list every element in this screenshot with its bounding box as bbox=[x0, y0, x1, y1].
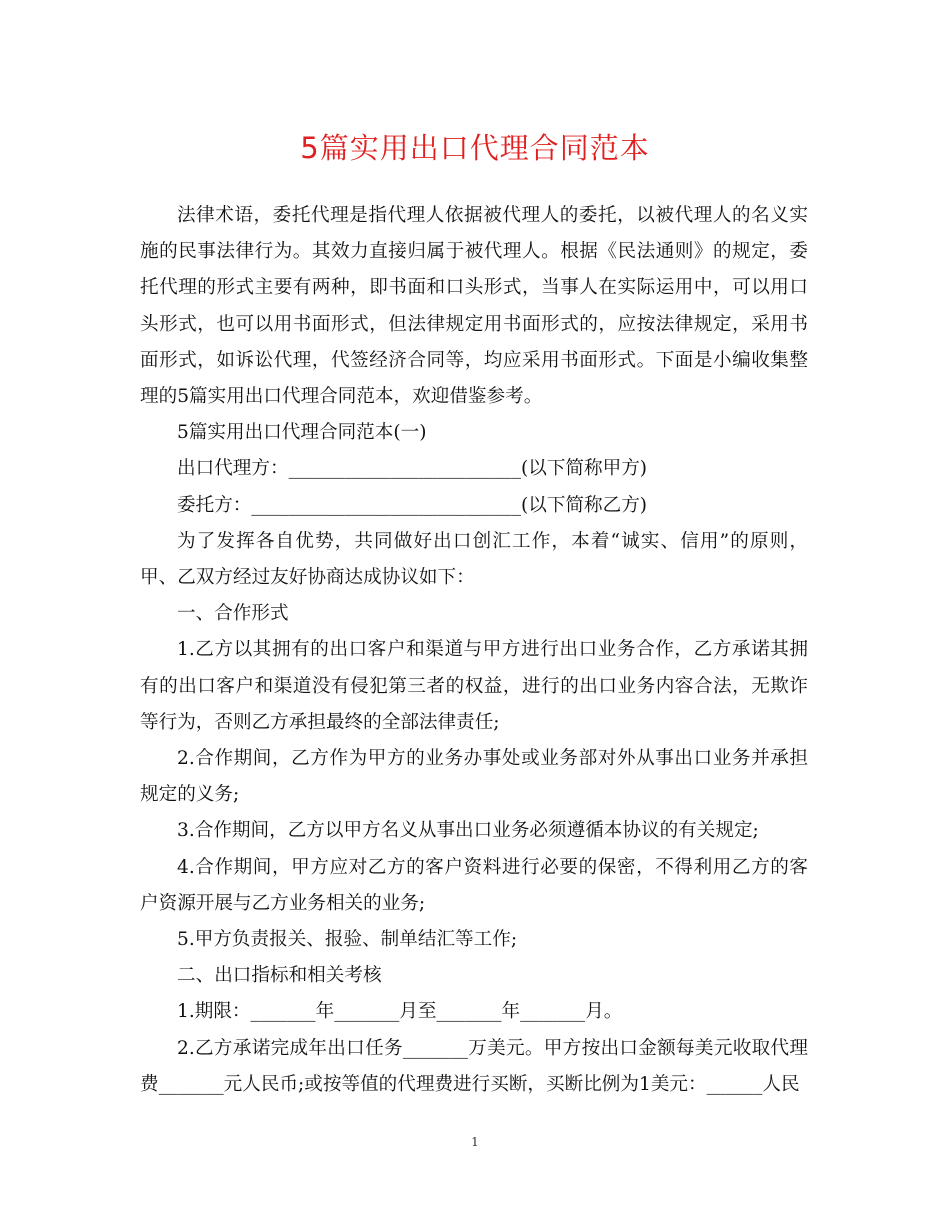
clause-2-1: 1.期限：_______年_______月至_______年_______月。 bbox=[177, 1001, 623, 1023]
clause-1-4: 4.合作期间，甲方应对乙方的客户资料进行必要的保密，不得利用乙方的客户资源开展与乙方业务相关的业务; bbox=[140, 856, 808, 914]
clause-1-1: 1.乙方以其拥有的出口客户和渠道与甲方进行出口业务合作，乙方承诺其拥有的出口客户和渠道没有侵犯第三者的权益，进行的出口业务内容合法，无欺诈等行为，否则乙方承担最终的全部法律责任; bbox=[140, 639, 808, 733]
preamble-paragraph: 为了发挥各自优势，共同做好出口创汇工作，本着“诚实、信用”的原则，甲、乙双方经过友好协商达成协议如下： bbox=[140, 530, 808, 589]
section-heading-targets: 二、出口指标和相关考核 bbox=[177, 965, 382, 987]
section-heading-cooperation: 一、合作形式 bbox=[177, 603, 289, 625]
document-title: 5篇实用出口代理合同范本 bbox=[300, 131, 650, 165]
party-a-line: 出口代理方：_________________________(以下简称甲方) bbox=[177, 458, 648, 480]
clause-1-5: 5.甲方负责报关、报验、制单结汇等工作; bbox=[177, 929, 518, 951]
intro-paragraph: 法律术语，委托代理是指代理人依据被代理人的委托，以被代理人的名义实施的民事法律行为。其效力直接归属于被代理人。根据《民法通则》的规定，委托代理的形式主要有两种，即书面和口头形式，当事人在实际运用中，可以用口头形式，也可以用书面形式，但法律规定用书面形式的，应按法律规定，采用书面形式，如诉讼代理，代签经济合同等，均应采用书面形式。下面是小编收集整理的5篇实用出口代理合同范本，欢迎借鉴参考。 bbox=[140, 205, 808, 408]
clause-2-2: 2.乙方承诺完成年出口任务_______万美元。甲方按出口金额每美元收取代理费_______元人民币;或按等值的代理费进行买断，买断比例为1美元：______人民 bbox=[140, 1037, 808, 1095]
clause-1-3: 3.合作期间，乙方以甲方名义从事出口业务必须遵循本协议的有关规定; bbox=[177, 820, 759, 842]
contract-heading: 5篇实用出口代理合同范本(一) bbox=[177, 422, 427, 444]
clause-1-2: 2.合作期间，乙方作为甲方的业务办事处或业务部对外从事出口业务并承担规定的义务; bbox=[140, 748, 808, 806]
party-b-line: 委托方：_____________________________(以下简称乙方) bbox=[177, 494, 648, 516]
page-number: 1 bbox=[471, 1135, 479, 1149]
document-body bbox=[140, 198, 808, 1103]
